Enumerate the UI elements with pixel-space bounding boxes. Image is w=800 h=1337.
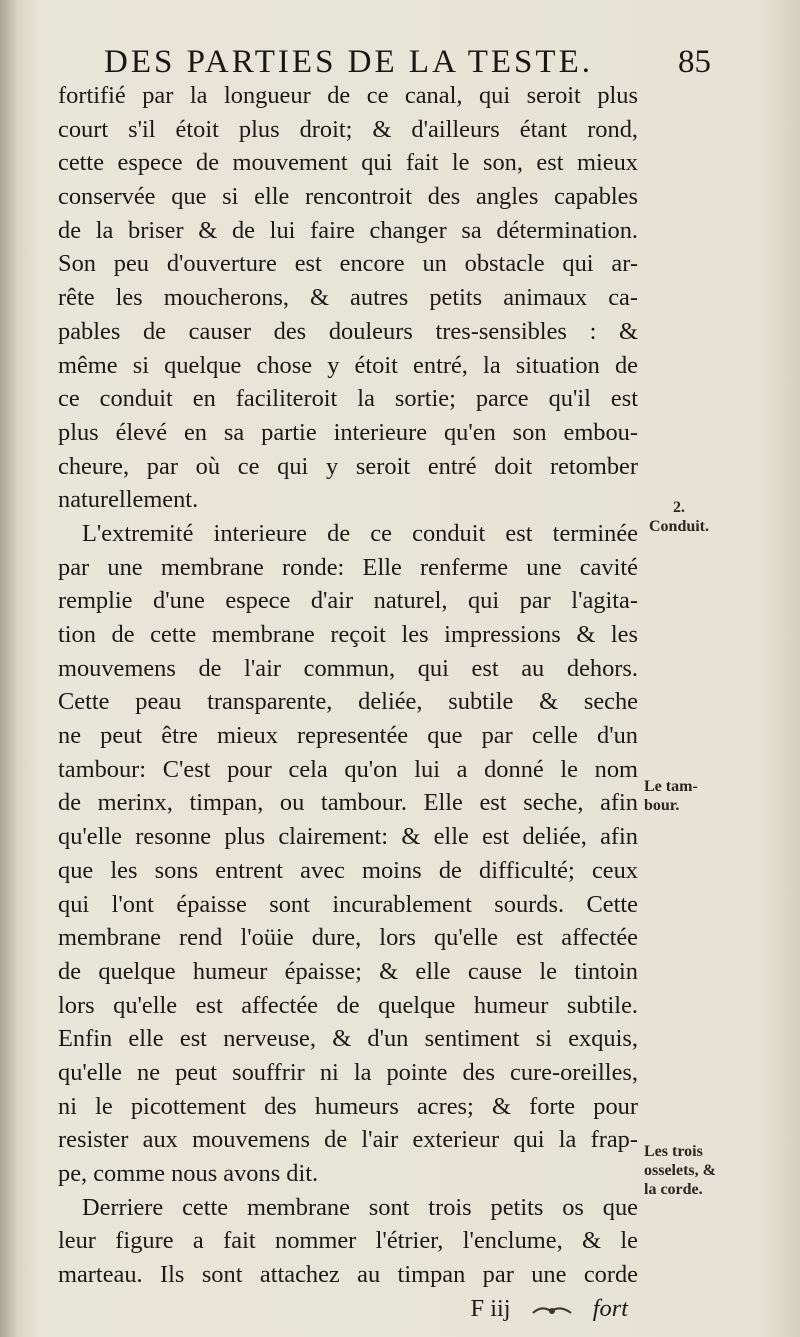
margin-note-conduit xyxy=(644,498,794,536)
text-line: pe, comme nous avons dit. xyxy=(58,1160,319,1187)
text-line: qui l'ont épaisse sont incurablement sourds. Cette xyxy=(58,890,638,918)
text-line: de merinx, timpan, ou tambour. Elle est seche, afin xyxy=(58,789,638,817)
margin-note-line: Les trois xyxy=(644,1143,703,1160)
text-line: Cette peau transparente, deliée, subtile & seche xyxy=(58,688,638,716)
text-line: rête les moucherons, & autres petits animaux ca- xyxy=(58,284,638,312)
body-text xyxy=(58,79,638,1325)
text-line: plus élevé en sa partie interieure qu'en son embou- xyxy=(58,418,638,446)
running-head: DES PARTIES DE LA TESTE. xyxy=(104,44,593,80)
text-line: leur figure a fait nommer l'étrier, l'enclume, & le xyxy=(58,1227,638,1255)
text-line: naturellement. xyxy=(58,486,199,514)
text-line: marteau. Ils sont attachez au timpan par une corde xyxy=(58,1261,638,1289)
text-line: Son peu d'ouverture est encore un obstacle qui ar- xyxy=(58,250,638,278)
text-line: L'extremité interieure de ce conduit est terminée xyxy=(82,519,638,547)
text-line: ce conduit en faciliteroit la sortie; parce qu'il est xyxy=(58,385,638,413)
margin-note-osselets xyxy=(644,1142,794,1199)
margin-note-line: Conduit. xyxy=(648,518,710,535)
text-line: fortifié par la longueur de ce canal, qui seroit plus xyxy=(58,82,638,109)
text-line: même si quelque chose y étoit entré, la situation de xyxy=(58,351,638,379)
margin-note-line: la corde. xyxy=(644,1181,703,1198)
catchline xyxy=(58,1292,638,1326)
margin-note-tambour xyxy=(644,777,794,815)
printer-ornament-icon xyxy=(531,1303,573,1317)
text-line: cette espece de mouvement qui fait le son, est mieux xyxy=(58,149,638,177)
text-line: resister aux mouvemens de l'air exterieur qui la frap- xyxy=(58,1126,638,1154)
text-line: de la briser & de lui faire changer sa détermination. xyxy=(58,216,638,244)
text-line: qu'elle resonne plus clairement: & elle est deliée, afin xyxy=(58,823,638,851)
text-line: court s'il étoit plus droit; & d'ailleurs étant rond, xyxy=(58,115,638,143)
signature-mark: F iij xyxy=(470,1294,511,1322)
margin-note-line: 2. xyxy=(673,499,685,516)
text-line: ne peut être mieux representée que par celle d'un xyxy=(58,722,638,750)
text-line: membrane rend l'oüie dure, lors qu'elle est affectée xyxy=(58,924,638,952)
page-number: 85 xyxy=(678,44,711,80)
text-line: lors qu'elle est affectée de quelque humeur subtile. xyxy=(58,991,638,1019)
text-line: Derriere cette membrane sont trois petits os que xyxy=(82,1193,638,1221)
text-line: remplie d'une espece d'air naturel, qui par l'agita- xyxy=(58,587,638,615)
text-line: tion de cette membrane reçoit les impressions & les xyxy=(58,621,638,648)
text-line: pables de causer des douleurs tres-sensibles : & xyxy=(58,317,638,345)
text-line: que les sons entrent avec moins de difficulté; ceux xyxy=(58,856,638,884)
text-line: qu'elle ne peut souffrir ni la pointe des cure-oreilles, xyxy=(58,1058,638,1086)
text-line: de quelque humeur épaisse; & elle cause le tintoin xyxy=(58,957,638,985)
text-line: tambour: C'est pour cela qu'on lui a donné le nom xyxy=(58,755,638,783)
catchword: fort xyxy=(592,1294,628,1322)
margin-note-line: Le tam- xyxy=(644,778,698,795)
text-line: mouvemens de l'air commun, qui est au dehors. xyxy=(58,654,638,682)
text-line: Enfin elle est nerveuse, & d'un sentiment si exquis, xyxy=(58,1025,638,1053)
margin-note-line: osselets, & xyxy=(644,1162,716,1179)
text-line: conservée que si elle rencontroit des angles capables xyxy=(58,183,638,211)
text-line: cheure, par où ce qui y seroit entré doit retomber xyxy=(58,452,638,480)
text-line: par une membrane ronde: Elle renferme une cavité xyxy=(58,553,638,581)
margin-note-line: bour. xyxy=(644,797,680,814)
text-line: ni le picottement des humeurs acres; & forte pour xyxy=(58,1092,638,1120)
